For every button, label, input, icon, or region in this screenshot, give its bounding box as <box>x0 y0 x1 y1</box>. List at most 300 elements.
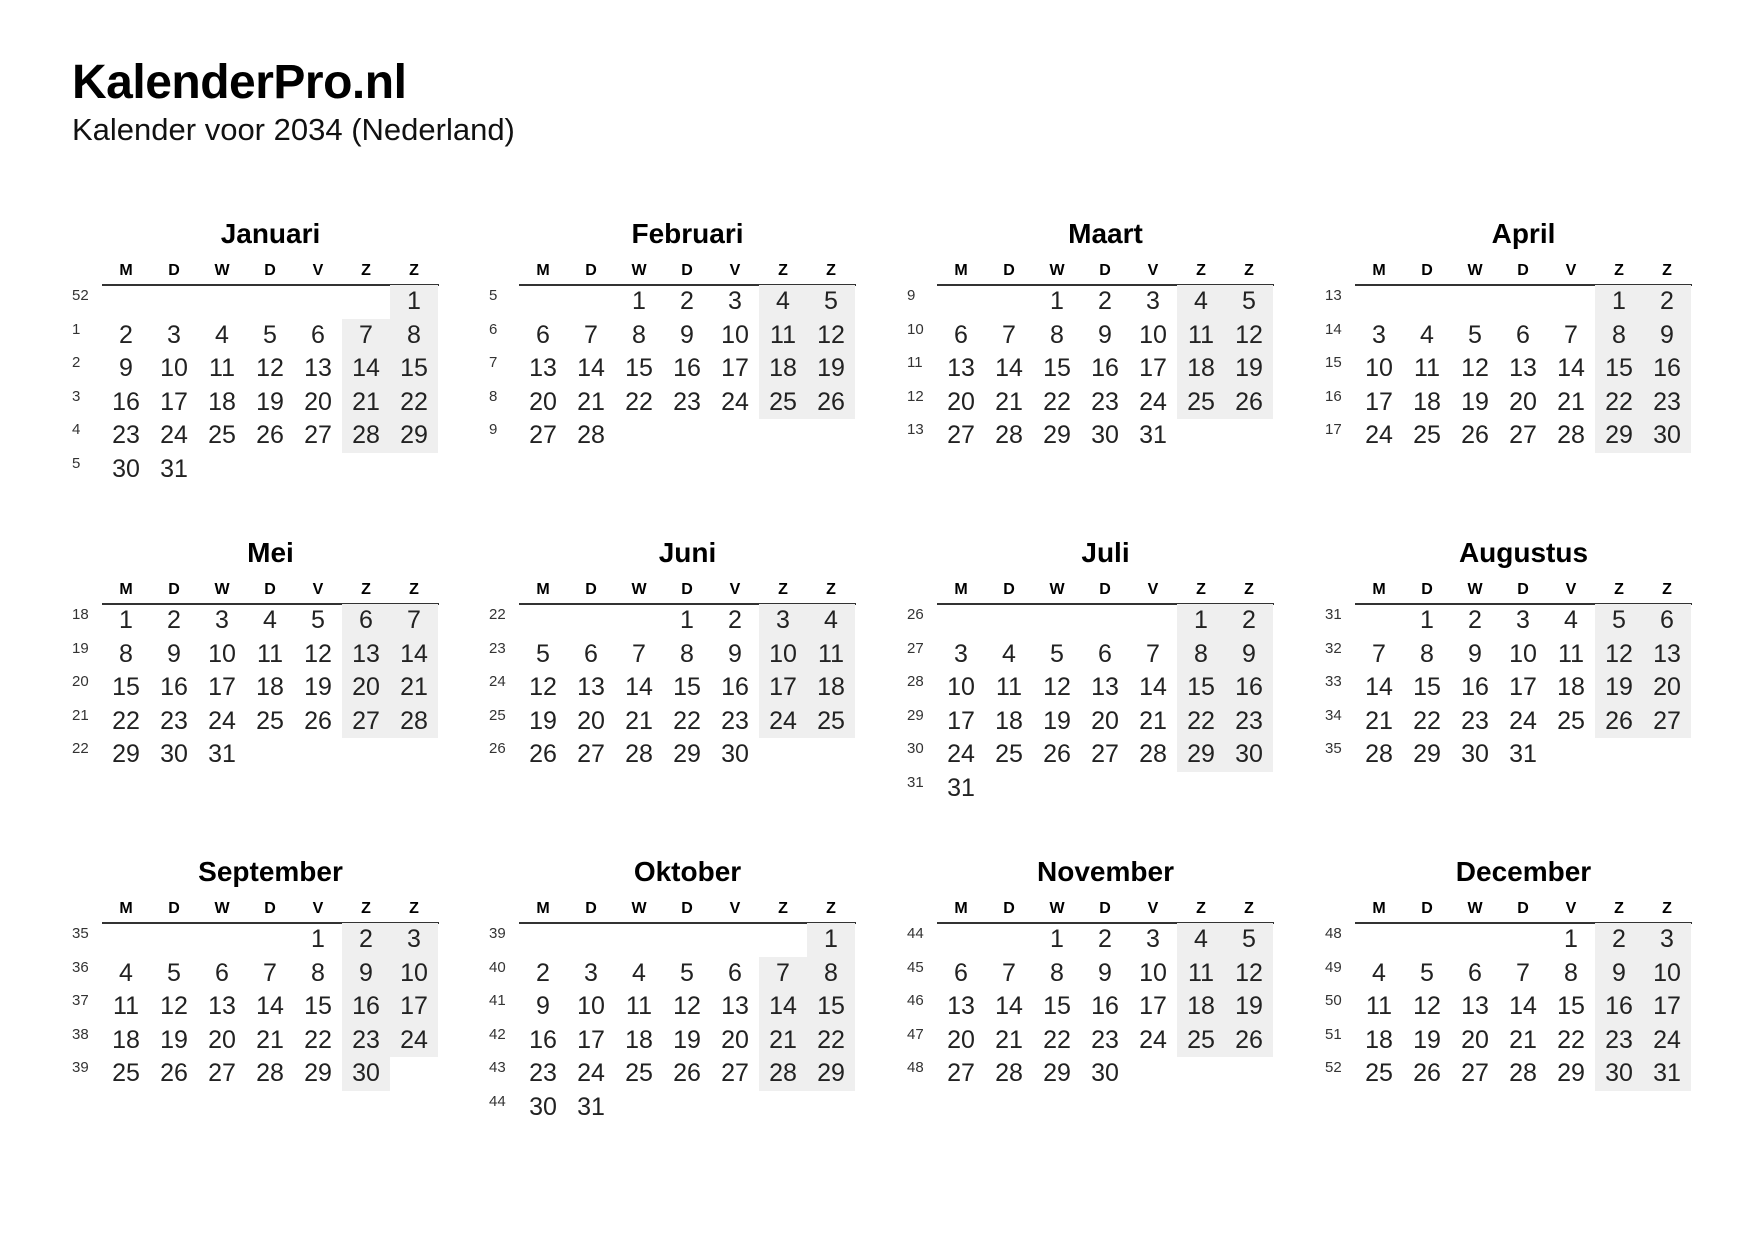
day-cell: 24 <box>759 705 807 739</box>
month-juni <box>489 537 861 837</box>
weekday-header: W <box>214 581 230 598</box>
day-cell: 16 <box>1225 671 1273 705</box>
day-cell: 11 <box>626 992 652 1020</box>
day-cell: 1 <box>311 925 325 953</box>
day-cell: 12 <box>673 992 701 1020</box>
weekday-header: D <box>1003 262 1015 279</box>
day-cell: 25 <box>1177 386 1225 420</box>
day-cell: 25 <box>1557 706 1585 735</box>
day-cell: 28 <box>1139 740 1167 768</box>
day-cell: 19 <box>1225 990 1273 1024</box>
month-augustus <box>1325 537 1697 837</box>
day-cell: 31 <box>1643 1057 1691 1091</box>
month-mei <box>72 537 444 837</box>
day-cell: 28 <box>759 1057 807 1091</box>
day-cell: 7 <box>632 639 646 668</box>
day-cell: 14 <box>759 990 807 1024</box>
weekday-header: Z <box>409 581 419 598</box>
day-cell: 9 <box>1225 638 1273 672</box>
day-cell: 8 <box>311 958 325 987</box>
day-cell: 12 <box>256 354 284 382</box>
day-cell: 14 <box>1365 673 1393 701</box>
day-cell: 7 <box>759 957 807 991</box>
day-cell: 8 <box>1050 958 1064 987</box>
day-cell: 21 <box>1509 1025 1537 1054</box>
weekday-header: Z <box>1662 581 1672 598</box>
day-cell: 17 <box>577 1025 605 1054</box>
weekday-header: Z <box>778 900 788 917</box>
day-cell: 1 <box>1177 604 1225 638</box>
day-cell: 30 <box>1091 421 1119 449</box>
day-cell: 26 <box>529 740 557 768</box>
weekday-header: W <box>214 262 230 279</box>
weekday-header: Z <box>1244 581 1254 598</box>
week-number: 20 <box>72 673 89 690</box>
day-cell: 15 <box>1557 992 1585 1020</box>
day-cell: 11 <box>257 639 283 668</box>
day-cell: 3 <box>215 606 229 634</box>
week-number: 28 <box>907 673 924 690</box>
day-cell: 24 <box>1643 1024 1691 1058</box>
day-cell: 27 <box>577 740 605 768</box>
week-number: 23 <box>489 639 506 657</box>
day-cell: 16 <box>1643 352 1691 386</box>
week-number: 42 <box>489 1025 506 1043</box>
day-cell: 30 <box>112 454 140 483</box>
day-cell: 9 <box>1468 639 1482 668</box>
day-cell: 29 <box>1557 1059 1585 1087</box>
week-number: 3 <box>72 387 81 405</box>
month-februari <box>489 218 861 518</box>
day-cell: 12 <box>1413 992 1441 1020</box>
day-cell: 13 <box>529 354 557 382</box>
week-number: 36 <box>72 958 89 976</box>
day-cell: 26 <box>1595 705 1643 739</box>
day-cell: 25 <box>256 706 284 735</box>
day-cell: 16 <box>1091 992 1119 1020</box>
week-number: 47 <box>907 1025 924 1043</box>
day-cell: 10 <box>390 957 438 991</box>
day-cell: 24 <box>577 1059 605 1087</box>
week-number: 31 <box>907 773 924 791</box>
day-cell: 27 <box>1091 740 1119 768</box>
day-cell: 21 <box>577 387 605 416</box>
day-cell: 31 <box>577 1092 605 1121</box>
day-cell: 1 <box>1595 285 1643 319</box>
week-number: 33 <box>1325 673 1342 690</box>
week-number: 7 <box>489 354 498 371</box>
day-cell: 5 <box>536 639 550 668</box>
day-cell: 19 <box>304 673 332 701</box>
day-cell: 17 <box>1643 990 1691 1024</box>
day-cell: 1 <box>807 923 855 957</box>
weekday-header: D <box>1003 581 1015 598</box>
day-cell: 15 <box>1043 354 1071 382</box>
weekday-header: D <box>585 262 597 279</box>
day-cell: 4 <box>1177 923 1225 957</box>
day-cell: 31 <box>947 773 975 802</box>
day-cell: 14 <box>390 638 438 672</box>
week-number: 34 <box>1325 706 1342 724</box>
day-cell: 31 <box>1509 740 1537 768</box>
day-cell: 15 <box>304 992 332 1020</box>
day-cell: 6 <box>954 958 968 987</box>
day-cell: 20 <box>577 706 605 735</box>
day-cell: 3 <box>759 604 807 638</box>
weekday-header: D <box>168 262 180 279</box>
weekday-header: Z <box>361 581 371 598</box>
day-cell: 28 <box>256 1059 284 1087</box>
day-cell: 20 <box>1643 671 1691 705</box>
day-cell: 22 <box>1557 1025 1585 1054</box>
day-cell: 19 <box>1413 1025 1441 1054</box>
day-cell: 25 <box>1177 1024 1225 1058</box>
day-cell: 17 <box>390 990 438 1024</box>
week-number: 50 <box>1325 992 1342 1009</box>
weekday-header: V <box>1565 581 1577 598</box>
day-cell: 23 <box>1643 386 1691 420</box>
month-november <box>907 856 1279 1156</box>
weekday-header: D <box>681 262 693 279</box>
day-cell: 26 <box>1043 740 1071 768</box>
day-cell: 17 <box>1365 387 1393 416</box>
day-cell: 13 <box>342 638 390 672</box>
day-cell: 5 <box>311 606 325 634</box>
day-cell: 24 <box>947 740 975 768</box>
week-number: 13 <box>907 421 924 438</box>
weekday-header: W <box>1049 581 1065 598</box>
day-cell: 10 <box>1509 639 1537 668</box>
day-cell: 10 <box>208 639 236 668</box>
day-cell: 13 <box>577 673 605 701</box>
weekday-header: M <box>119 262 133 279</box>
day-cell: 18 <box>208 387 236 416</box>
day-cell: 27 <box>529 421 557 449</box>
month-title: Juli <box>1081 537 1130 568</box>
day-cell: 26 <box>807 386 855 420</box>
week-number: 44 <box>489 1092 506 1110</box>
weekday-header: Z <box>1196 900 1206 917</box>
day-cell: 18 <box>759 352 807 386</box>
day-cell: 12 <box>807 319 855 353</box>
day-cell: 3 <box>1146 287 1160 315</box>
day-cell: 14 <box>342 352 390 386</box>
day-cell: 28 <box>995 1059 1023 1087</box>
day-cell: 12 <box>1225 319 1273 353</box>
day-cell: 6 <box>728 958 742 987</box>
day-cell: 15 <box>673 673 701 701</box>
month-title: Januari <box>220 218 321 249</box>
weekday-header: W <box>631 581 647 598</box>
day-cell: 12 <box>304 639 332 668</box>
day-cell: 23 <box>1091 387 1119 416</box>
day-cell: 21 <box>1365 706 1393 735</box>
day-cell: 15 <box>390 352 438 386</box>
day-cell: 25 <box>1413 421 1441 449</box>
weekday-header: Z <box>361 900 371 917</box>
day-cell: 5 <box>1595 604 1643 638</box>
day-cell: 21 <box>625 706 653 735</box>
week-number: 41 <box>489 992 506 1009</box>
weekday-header: V <box>1147 900 1159 917</box>
day-cell: 24 <box>390 1024 438 1058</box>
weekday-header: Z <box>1614 262 1624 279</box>
week-number: 52 <box>1325 1059 1342 1076</box>
day-cell: 14 <box>1139 673 1167 701</box>
weekday-header: Z <box>1614 900 1624 917</box>
day-cell: 28 <box>1509 1059 1537 1087</box>
day-cell: 22 <box>1043 1025 1071 1054</box>
day-cell: 27 <box>947 421 975 449</box>
day-cell: 31 <box>208 740 236 768</box>
day-cell: 23 <box>1461 706 1489 735</box>
day-cell: 14 <box>995 992 1023 1020</box>
day-cell: 30 <box>1461 740 1489 768</box>
day-cell: 10 <box>160 354 188 382</box>
day-cell: 29 <box>1043 421 1071 449</box>
day-cell: 17 <box>721 354 749 382</box>
day-cell: 14 <box>1557 354 1585 382</box>
day-cell: 9 <box>1098 320 1112 349</box>
day-cell: 10 <box>947 673 975 701</box>
day-cell: 8 <box>632 320 646 349</box>
day-cell: 14 <box>256 992 284 1020</box>
day-cell: 21 <box>342 386 390 420</box>
day-cell: 18 <box>1177 990 1225 1024</box>
day-cell: 26 <box>160 1059 188 1087</box>
day-cell: 5 <box>1225 285 1273 319</box>
day-cell: 16 <box>160 673 188 701</box>
day-cell: 9 <box>680 320 694 349</box>
day-cell: 15 <box>807 990 855 1024</box>
day-cell: 28 <box>577 421 605 449</box>
weekday-header: Z <box>1244 262 1254 279</box>
day-cell: 8 <box>1177 638 1225 672</box>
day-cell: 27 <box>342 705 390 739</box>
day-cell: 16 <box>529 1025 557 1054</box>
day-cell: 19 <box>256 387 284 416</box>
month-december <box>1325 856 1697 1156</box>
day-cell: 1 <box>1050 287 1064 315</box>
day-cell: 29 <box>1177 738 1225 772</box>
week-number: 24 <box>489 673 506 690</box>
day-cell: 25 <box>208 421 236 449</box>
day-cell: 14 <box>577 354 605 382</box>
day-cell: 27 <box>721 1059 749 1087</box>
day-cell: 26 <box>256 421 284 449</box>
day-cell: 18 <box>1413 387 1441 416</box>
day-cell: 9 <box>1098 958 1112 987</box>
day-cell: 3 <box>954 639 968 668</box>
day-cell: 5 <box>1050 639 1064 668</box>
week-number: 48 <box>907 1059 924 1076</box>
day-cell: 6 <box>584 639 598 668</box>
day-cell: 4 <box>807 604 855 638</box>
day-cell: 17 <box>208 673 236 701</box>
weekday-header: Z <box>1662 900 1672 917</box>
day-cell: 26 <box>673 1059 701 1087</box>
day-cell: 1 <box>119 606 133 634</box>
weekday-header: D <box>1421 262 1433 279</box>
month-januari <box>72 218 444 518</box>
day-cell: 12 <box>1595 638 1643 672</box>
day-cell: 15 <box>112 673 140 701</box>
day-cell: 17 <box>947 706 975 735</box>
day-cell: 18 <box>1177 352 1225 386</box>
day-cell: 19 <box>1461 387 1489 416</box>
day-cell: 16 <box>1461 673 1489 701</box>
day-cell: 30 <box>1225 738 1273 772</box>
day-cell: 11 <box>1558 639 1584 668</box>
weekday-header: V <box>729 900 741 917</box>
day-cell: 8 <box>390 319 438 353</box>
week-number: 40 <box>489 958 506 976</box>
day-cell: 14 <box>1509 992 1537 1020</box>
day-cell: 24 <box>721 387 749 416</box>
weekday-header: D <box>1421 900 1433 917</box>
day-cell: 22 <box>390 386 438 420</box>
day-cell: 25 <box>995 740 1023 768</box>
day-cell: 11 <box>807 638 855 672</box>
day-cell: 12 <box>160 992 188 1020</box>
week-number: 15 <box>1325 354 1342 371</box>
day-cell: 4 <box>1564 606 1578 634</box>
day-cell: 28 <box>995 421 1023 449</box>
day-cell: 11 <box>209 354 235 382</box>
week-number: 38 <box>72 1025 89 1043</box>
day-cell: 18 <box>807 671 855 705</box>
header-divider <box>519 922 856 924</box>
weekday-header: V <box>1147 581 1159 598</box>
day-cell: 21 <box>256 1025 284 1054</box>
day-cell: 2 <box>1643 285 1691 319</box>
day-cell: 25 <box>1365 1059 1393 1087</box>
week-number: 22 <box>489 606 506 623</box>
week-number: 37 <box>72 992 89 1009</box>
day-cell: 13 <box>1509 354 1537 382</box>
week-number: 19 <box>72 639 89 657</box>
weekday-header: D <box>1003 900 1015 917</box>
day-cell: 6 <box>215 958 229 987</box>
day-cell: 20 <box>1461 1025 1489 1054</box>
day-cell: 7 <box>1372 639 1386 668</box>
day-cell: 3 <box>1146 925 1160 953</box>
weekday-header: Z <box>1244 900 1254 917</box>
day-cell: 22 <box>1413 706 1441 735</box>
week-number: 5 <box>489 287 498 304</box>
day-cell: 13 <box>721 992 749 1020</box>
day-cell: 25 <box>807 705 855 739</box>
weekday-header: Z <box>778 262 788 279</box>
day-cell: 27 <box>1509 421 1537 449</box>
day-cell: 4 <box>632 958 646 987</box>
day-cell: 23 <box>721 706 749 735</box>
weekday-header: V <box>1565 262 1577 279</box>
day-cell: 10 <box>1365 354 1393 382</box>
day-cell: 30 <box>342 1057 390 1091</box>
weekday-header: D <box>168 581 180 598</box>
day-cell: 22 <box>1595 386 1643 420</box>
weekday-header: V <box>312 581 324 598</box>
day-cell: 19 <box>160 1025 188 1054</box>
weekday-header: W <box>631 262 647 279</box>
week-number: 22 <box>72 740 89 757</box>
day-cell: 24 <box>1365 421 1393 449</box>
day-cell: 3 <box>167 320 181 349</box>
day-cell: 17 <box>759 671 807 705</box>
weekday-header: D <box>264 581 276 598</box>
day-cell: 29 <box>673 740 701 768</box>
day-cell: 10 <box>577 992 605 1020</box>
weekday-header: D <box>1099 581 1111 598</box>
weekday-header: M <box>1372 900 1386 917</box>
day-cell: 19 <box>673 1025 701 1054</box>
day-cell: 2 <box>119 320 133 349</box>
site-logo: KalenderPro.nl <box>72 56 407 109</box>
day-cell: 6 <box>954 320 968 349</box>
day-cell: 4 <box>1177 285 1225 319</box>
day-cell: 22 <box>304 1025 332 1054</box>
day-cell: 28 <box>1365 740 1393 768</box>
day-cell: 4 <box>1420 320 1434 349</box>
month-title: Maart <box>1068 218 1143 249</box>
weekday-header: Z <box>1196 262 1206 279</box>
day-cell: 1 <box>1564 925 1578 953</box>
weekday-header: M <box>954 900 968 917</box>
day-cell: 17 <box>1139 992 1167 1020</box>
day-cell: 16 <box>1595 990 1643 1024</box>
day-cell: 6 <box>1098 639 1112 668</box>
day-cell: 22 <box>807 1024 855 1058</box>
day-cell: 2 <box>728 606 742 634</box>
day-cell: 3 <box>1516 606 1530 634</box>
day-cell: 2 <box>1225 604 1273 638</box>
weekday-header: Z <box>826 581 836 598</box>
week-number: 45 <box>907 958 924 976</box>
day-cell: 30 <box>1595 1057 1643 1091</box>
day-cell: 28 <box>1557 421 1585 449</box>
week-number: 1 <box>72 320 81 338</box>
day-cell: 31 <box>1139 421 1167 449</box>
day-cell: 24 <box>1509 706 1537 735</box>
day-cell: 12 <box>529 673 557 701</box>
day-cell: 1 <box>1050 925 1064 953</box>
week-number: 2 <box>72 354 81 371</box>
month-title: November <box>1037 856 1174 887</box>
weekday-header: M <box>954 581 968 598</box>
day-cell: 10 <box>1139 320 1167 349</box>
month-title: April <box>1491 218 1556 249</box>
week-number: 18 <box>72 606 89 623</box>
day-cell: 3 <box>728 287 742 315</box>
weekday-header: W <box>1049 900 1065 917</box>
day-cell: 29 <box>390 419 438 453</box>
day-cell: 8 <box>1595 319 1643 353</box>
day-cell: 27 <box>1461 1059 1489 1087</box>
day-cell: 16 <box>342 990 390 1024</box>
day-cell: 20 <box>721 1025 749 1054</box>
day-cell: 15 <box>1043 992 1071 1020</box>
day-cell: 21 <box>1557 387 1585 416</box>
weekday-header: M <box>1372 581 1386 598</box>
day-cell: 3 <box>584 958 598 987</box>
weekday-header: D <box>168 900 180 917</box>
day-cell: 27 <box>947 1059 975 1087</box>
day-cell: 13 <box>304 354 332 382</box>
day-cell: 21 <box>390 671 438 705</box>
week-number: 46 <box>907 992 924 1009</box>
day-cell: 11 <box>1177 319 1225 353</box>
